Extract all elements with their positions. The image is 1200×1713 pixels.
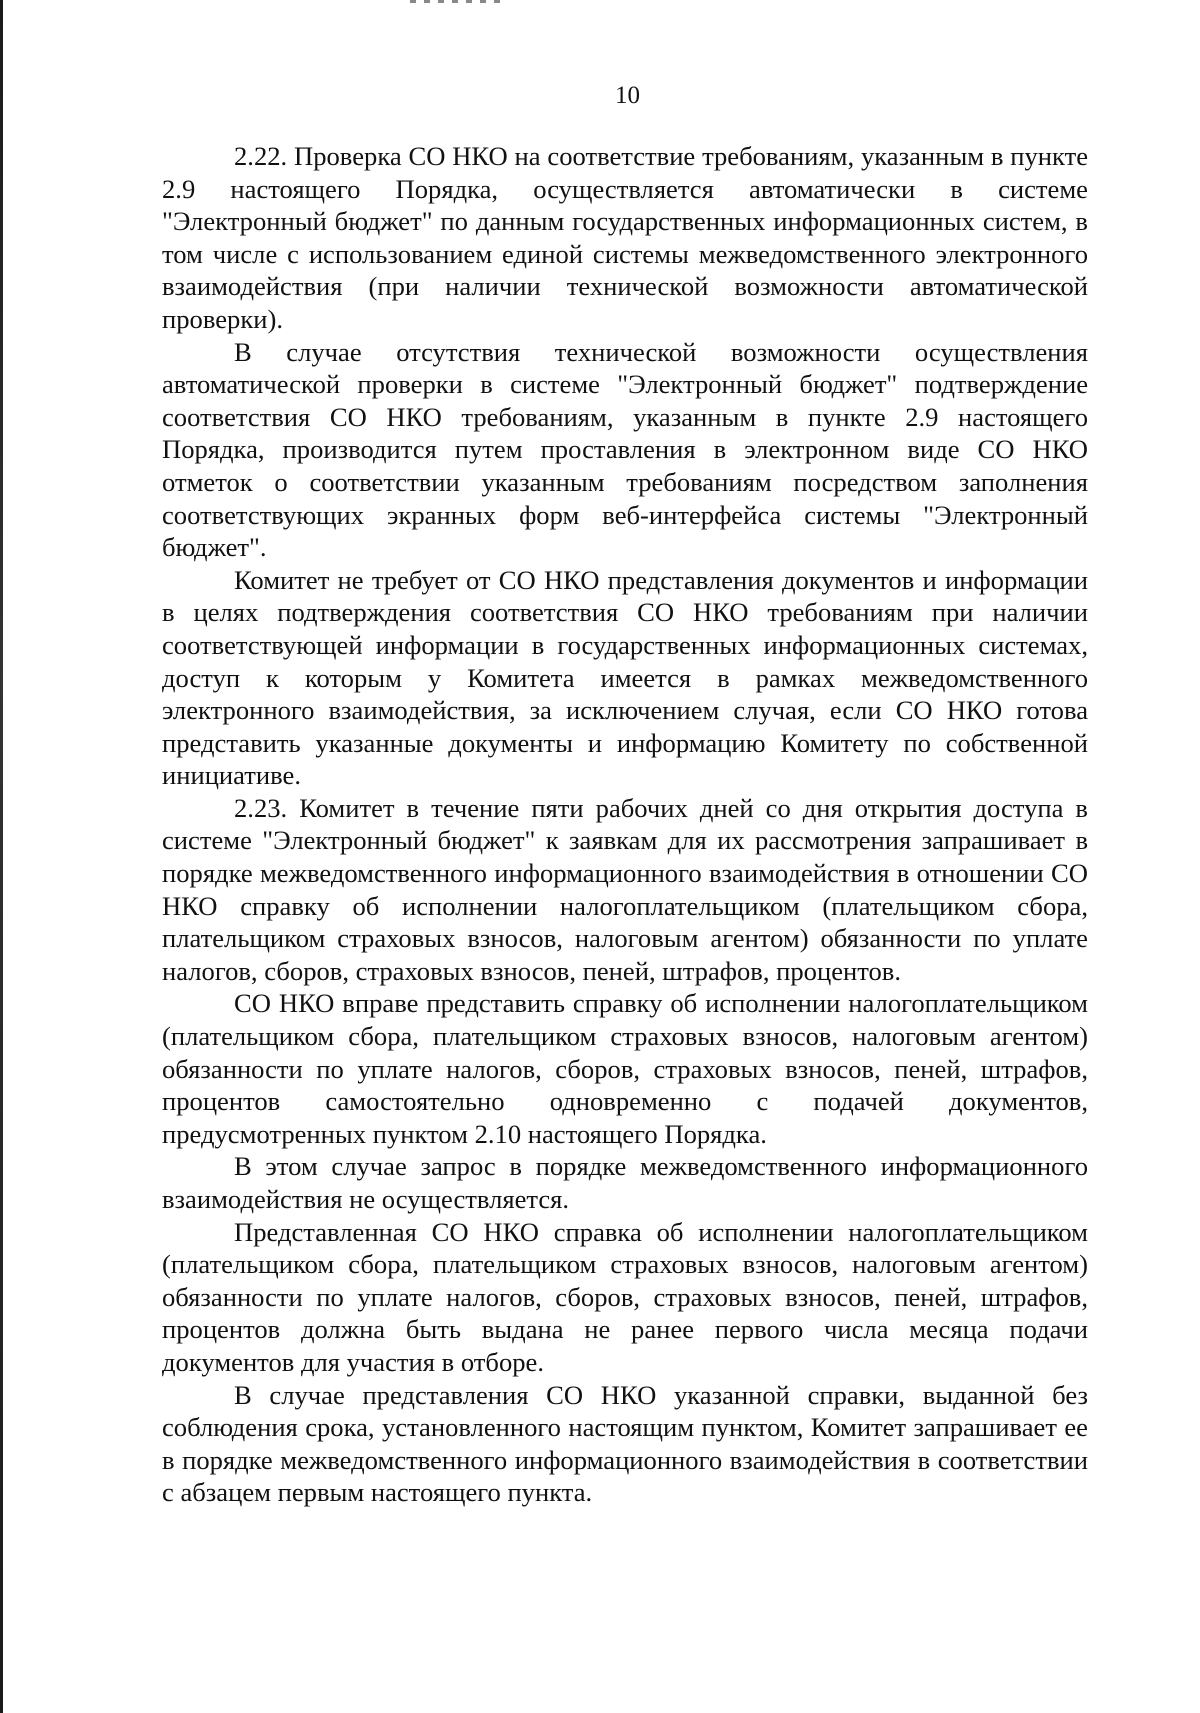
- paragraph-no-technical-possibility: В случае отсутствия технической возможности осуществления автоматической проверки в системе "Электронный бюджет" подтверждение соответствия СО НКО требованиям, указанным в пункте 2.9 настоящего Порядка, производится путем проставления в электронном виде СО НКО отметок о соответствии указанным требованиям посредством заполнения соответствующих экранных форм веб-интерфейса системы "Электронный бюджет".: [162, 336, 1088, 563]
- scan-edge: [0, 0, 3, 1713]
- paragraph-2-23: 2.23. Комитет в течение пяти рабочих дней со дня открытия доступа в системе "Электронный бюджет" к заявкам для их рассмотрения запрашивает в порядке межведомственного информационного взаимодействия в отношении СО НКО справку об исполнении налогоплательщиком (плательщиком сбора, плательщиком страховых взносов, налоговым агентом) обязанности по уплате налогов, сборов, страховых взносов, пеней, штрафов, процентов.: [162, 792, 1088, 986]
- paragraph-committee-does-not-require: Комитет не требует от СО НКО представления документов и информации в целях подтверждения соответствия СО НКО требованиям при наличии соответствующей информации в государственных информационных системах, доступ к которым у Комитета имеется в рамках межведомственного электронного взаимодействия, за исключением случая, если СО НКО готова представить указанные документы и информацию Комитету по собственной инициативе.: [162, 564, 1088, 791]
- paragraph-certificate-date: Представленная СО НКО справка об исполнении налогоплательщиком (плательщиком сбора, плательщиком страховых взносов, налоговым агентом) обязанности по уплате налогов, сборов, страховых взносов, пеней, штрафов, процентов должна быть выдана не ранее первого числа месяца подачи документов для участия в отборе.: [162, 1216, 1088, 1377]
- scan-artifact: [410, 0, 500, 3]
- paragraph-2-22: 2.22. Проверка СО НКО на соответствие требованиям, указанным в пункте 2.9 настоящего Порядка, осуществляется автоматически в системе "Электронный бюджет" по данным государственных информационных систем, в том числе с использованием единой системы межведомственного электронного взаимодействия (при наличии технической возможности автоматической проверки).: [162, 141, 1088, 334]
- paragraph-nko-may-submit: СО НКО вправе представить справку об исполнении налогоплательщиком (плательщиком сбора, плательщиком страховых взносов, налоговым агентом) обязанности по уплате налогов, сборов, страховых взносов, пеней, штрафов, процентов самостоятельно одновременно с подачей документов, предусмотренных пунктом 2.10 настоящего Порядка.: [162, 988, 1088, 1149]
- document-body: [162, 140, 1088, 1509]
- paragraph-no-request: В этом случае запрос в порядке межведомственного информационного взаимодействия не осуществляется.: [162, 1151, 1088, 1214]
- page-number: 10: [615, 82, 640, 109]
- paragraph-certificate-violation: В случае представления СО НКО указанной справки, выданной без соблюдения срока, установленного настоящим пунктом, Комитет запрашивает ее в порядке межведомственного информационного взаимодействия в соответствии с абзацем первым настоящего пункта.: [162, 1379, 1088, 1508]
